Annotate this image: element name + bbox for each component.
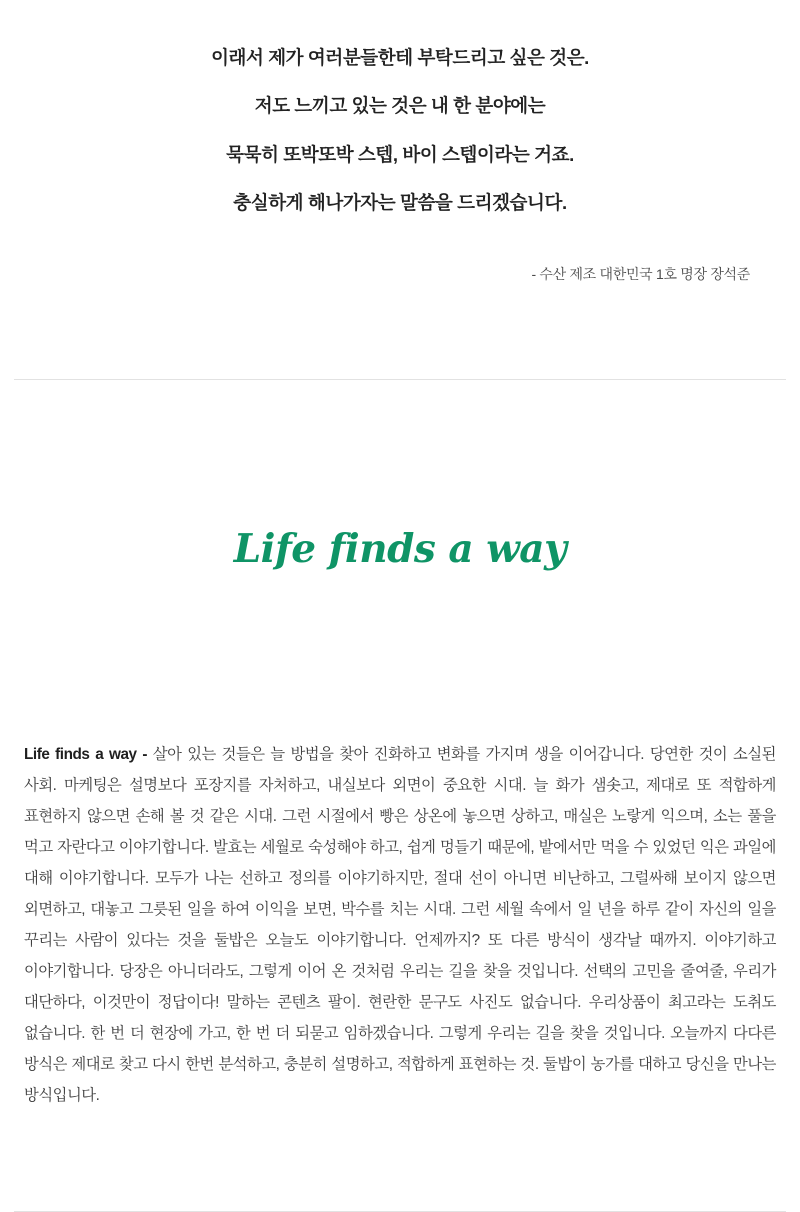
page-title: Life finds a way [233, 526, 567, 573]
quote-block [14, 0, 786, 284]
quote-line-2: 저도 느끼고 있는 것은 내 한 분야에는 [254, 95, 546, 116]
title-section [14, 380, 786, 597]
quote-line-4: 충실하게 해나가자는 말씀을 드리겠습니다. [233, 192, 567, 213]
body-paragraph [24, 739, 776, 1111]
quote-line-3: 묵묵히 또박또박 스텝, 바이 스텝이라는 거죠. [226, 143, 574, 165]
quote-line-1: 이래서 제가 여러분들한테 부탁드리고 싶은 것은. [211, 46, 589, 68]
quote-attribution: - 수산 제조 대한민국 1호 명장 장석준 [531, 266, 750, 282]
body-lead: Life finds a way - [24, 746, 153, 764]
body-copy: 살아 있는 것들은 늘 방법을 찾아 진화하고 변화를 가지며 생을 이어갑니다. 당연한 것이 소실된 사회. 마케팅은 설명보다 포장지를 자처하고, 내실보다 외면이 중요한 시대. 늘 화가 샘솟고, 제대로 또 적합하게 표현하지 않으면 손해 볼 것 같은 시대. 그런 시절에서 빵은 상온에 놓으면 상하고, 매실은 노랗게 익으며, 소는 풀을 먹고 자란다고 이야기합니다. 발효는 세월로 숙성해야 하고, 쉽게 멍들기 때문에, 밭에서만 먹을 수 있었던 익은 과일에 대해 이야기합니다. 모두가 나는 선하고 정의를 이야기하지만, 절대 선이 아니면 비난하고, 그럴싸해 보이지 않으면 외면하고, 대놓고 그릇된 일을 하여 이익을 보면, 박수를 치는 시대. 그런 세월 속에서 일 년을 하루 같이 자신의 일을 꾸리는 사람이 있다는 것을 둘밥은 오늘도 이야기합니다. 언제까지? 또 다른 방식이 생각날 때까지. 이야기하고 이야기합니다. 당장은 아니더라도, 그렇게 이어 온 것처럼 우리는 길을 찾을 것입니다. 선택의 고민을 줄여줄, 우리가 대단하다, 이것만이 정답이다! 말하는 콘텐츠 팔이. 현란한 문구도 사진도 없습니다. 우리상품이 최고라는 도취도 없습니다. 한 번 더 현장에 가고, 한 번 더 되묻고 임하겠습니다. 그렇게 우리는 길을 찾을 것입니다. 오늘까지 다다른 방식은 제대로 찾고 다시 한번 분석하고, 충분히 설명하고, 적합하게 표현하는 것. 둘밥이 농가를 대하고 당신을 만나는 방식입니다. [24, 746, 776, 1105]
body-section [14, 597, 786, 1111]
